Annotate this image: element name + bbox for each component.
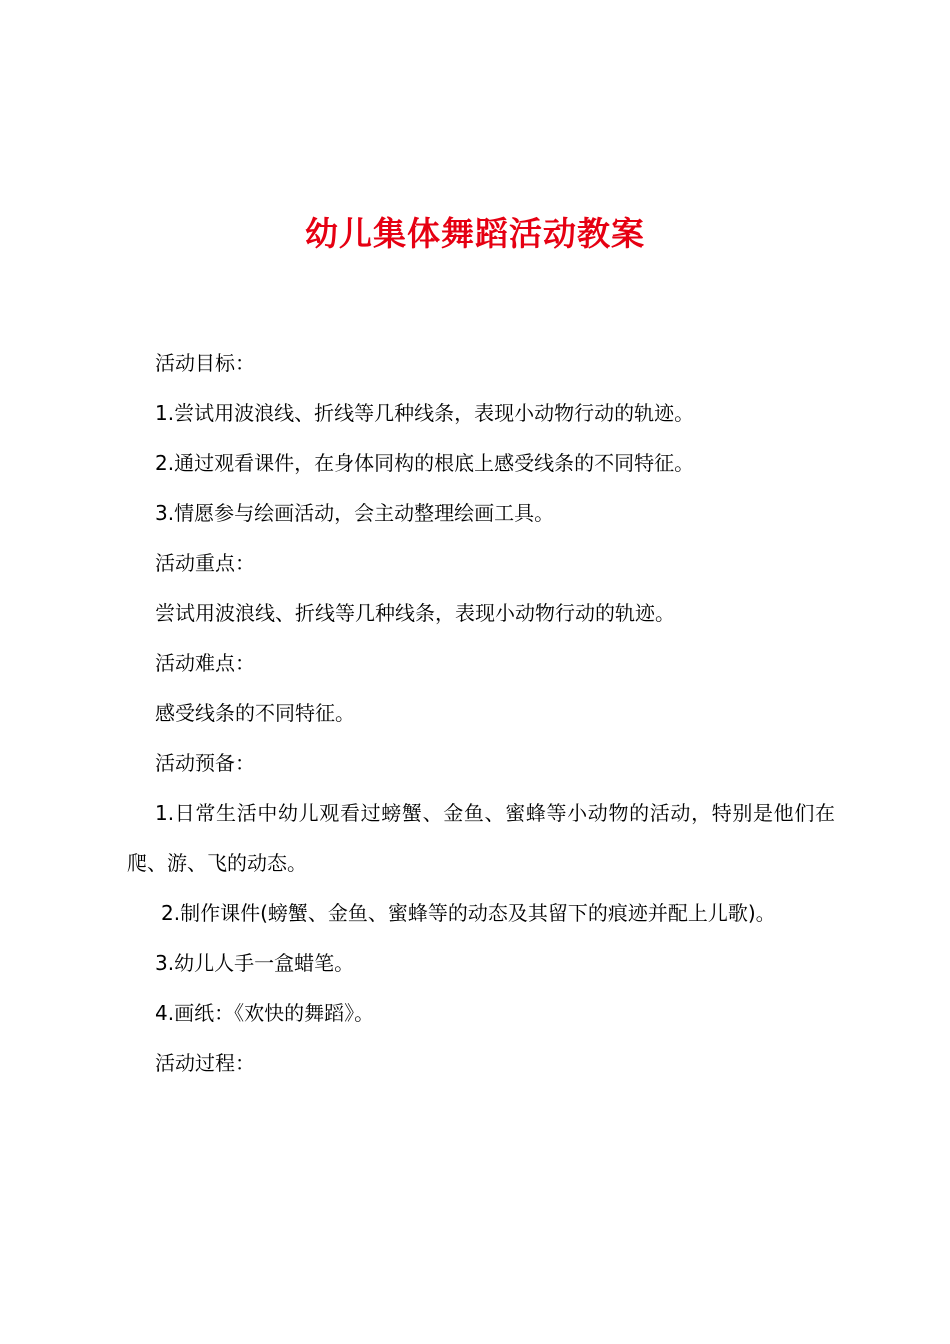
paragraph-difficulty-heading: 活动难点： (155, 651, 255, 675)
document-title: 幼儿集体舞蹈活动教案 (305, 214, 645, 253)
paragraph-goal-3: 3.情愿参与绘画活动，会主动整理绘画工具。 (155, 501, 555, 525)
paragraph-preparation-1: 1.日常生活中幼儿观看过螃蟹、金鱼、蜜蜂等小动物的活动，特别是他们在爬、游、飞的动态。 (127, 801, 835, 875)
paragraph-preparation-2: 2.制作课件(螃蟹、金鱼、蜜蜂等的动态及其留下的痕迹并配上儿歌)。 (161, 901, 776, 925)
document-body (127, 338, 835, 1088)
paragraph-process-heading: 活动过程： (155, 1051, 255, 1075)
paragraph-preparation-heading: 活动预备： (155, 751, 255, 775)
paragraph-focus: 尝试用波浪线、折线等几种线条，表现小动物行动的轨迹。 (155, 601, 675, 625)
paragraph-difficulty: 感受线条的不同特征。 (155, 701, 355, 725)
paragraph-goal-1: 1.尝试用波浪线、折线等几种线条，表现小动物行动的轨迹。 (155, 401, 695, 425)
paragraph-goals-heading: 活动目标： (155, 351, 255, 375)
paragraph-preparation-3: 3.幼儿人手一盒蜡笔。 (155, 951, 355, 975)
paragraph-goal-2: 2.通过观看课件，在身体同构的根底上感受线条的不同特征。 (155, 451, 695, 475)
paragraph-preparation-4: 4.画纸：《欢快的舞蹈》。 (155, 1001, 375, 1025)
paragraph-focus-heading: 活动重点： (155, 551, 255, 575)
